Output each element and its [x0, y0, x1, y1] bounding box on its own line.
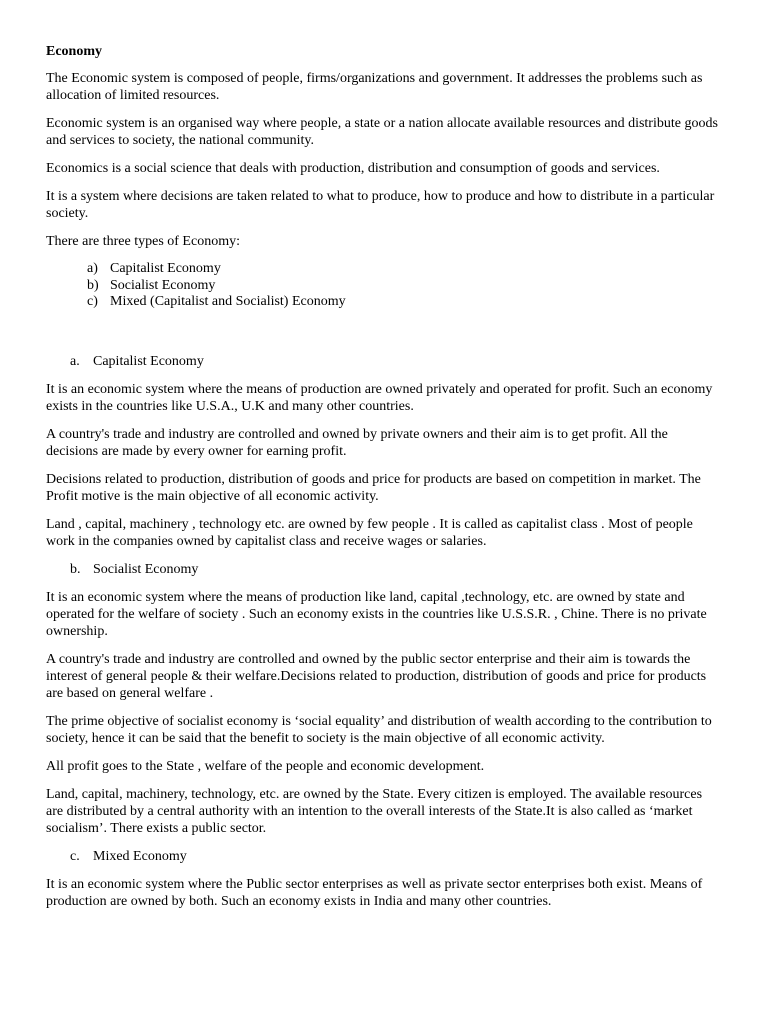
section-heading-text: Socialist Economy: [93, 561, 199, 577]
section-paragraph: It is an economic system where the means of production like land, capital ,technology, etc. are owned by state and operated for the welfare of society . Such an economy exists in the countries like U.S.S.R. , Chine. There is no private ownership.: [46, 589, 707, 639]
section-paragraph: A country's trade and industry are controlled and owned by the public sector enterprise and their aim is towards the interest of general people & their welfare.Decisions related to production, distribution of goods and price for products are based on general welfare .: [46, 651, 707, 701]
section-paragraph: The prime objective of socialist economy is ‘social equality’ and distribution of wealth according to the contribution to society, hence it can be said that the benefit to society is the main objective of all economic activity.: [46, 713, 712, 746]
intro-paragraph: It is a system where decisions are taken related to what to produce, how to produce and how to distribute in a particular society.: [46, 189, 715, 221]
intro-paragraph: Economic system is an organised way where people, a state or a nation allocate available resources and distribute goods and services to society, the national community.: [46, 116, 718, 148]
list-item: [46, 294, 722, 311]
section-heading-mixed: [46, 848, 722, 865]
intro-paragraph: There are three types of Economy:: [46, 234, 240, 249]
list-item: [46, 261, 722, 278]
section-paragraph: All profit goes to the State , welfare of the people and economic development.: [46, 758, 485, 774]
list-item-label: Capitalist Economy: [110, 261, 221, 276]
section-heading-capitalist: [46, 353, 722, 370]
section-marker: c.: [70, 848, 80, 864]
section-marker: a.: [70, 353, 80, 369]
list-item: [46, 278, 722, 295]
section-marker: b.: [70, 561, 81, 577]
section-heading-socialist: [46, 561, 722, 578]
section-paragraph: It is an economic system where the Public sector enterprises as well as private sector enterprises both exist. Means of production are owned by both. Such an economy exists in India and many other countries.: [46, 876, 703, 909]
section-paragraph: It is an economic system where the means of production are owned privately and operated for profit. Such an economy exists in the countries like U.S.A., U.K and many other countries.: [46, 381, 713, 414]
section-heading-text: Mixed Economy: [93, 848, 187, 864]
list-item-label: Socialist Economy: [110, 277, 216, 293]
spacer: [46, 322, 722, 353]
list-item-label: Mixed (Capitalist and Socialist) Economy: [110, 294, 346, 309]
section-paragraph: A country's trade and industry are controlled and owned by private owners and their aim is to get profit. All the decisions are made by every owner for earning profit.: [46, 426, 668, 459]
section-paragraph: Land , capital, machinery , technology etc. are owned by few people . It is called as capitalist class . Most of people work in the companies owned by capitalist class and receive wages or salaries.: [46, 516, 693, 549]
list-marker: c): [87, 294, 98, 309]
section-paragraph: Land, capital, machinery, technology, etc. are owned by the State. Every citizen is employed. The available resources are distributed by a central authority with an intention to the overall interests of the State.It is also called as ‘market socialism’. There exists a public sector.: [46, 786, 703, 836]
intro-paragraph: Economics is a social science that deals with production, distribution and consumption of goods and services.: [46, 161, 660, 176]
section-heading-text: Capitalist Economy: [93, 353, 204, 369]
list-marker: a): [87, 261, 98, 276]
list-marker: b): [87, 277, 99, 293]
economy-types-list: [46, 261, 722, 311]
section-paragraph: Decisions related to production, distribution of goods and price for products are based on competition in market. The Profit motive is the main objective of all economic activity.: [46, 471, 701, 504]
document-title: Economy: [46, 44, 102, 59]
intro-paragraph: The Economic system is composed of people, firms/organizations and government. It addresses the problems such as allocation of limited resources.: [46, 71, 703, 103]
